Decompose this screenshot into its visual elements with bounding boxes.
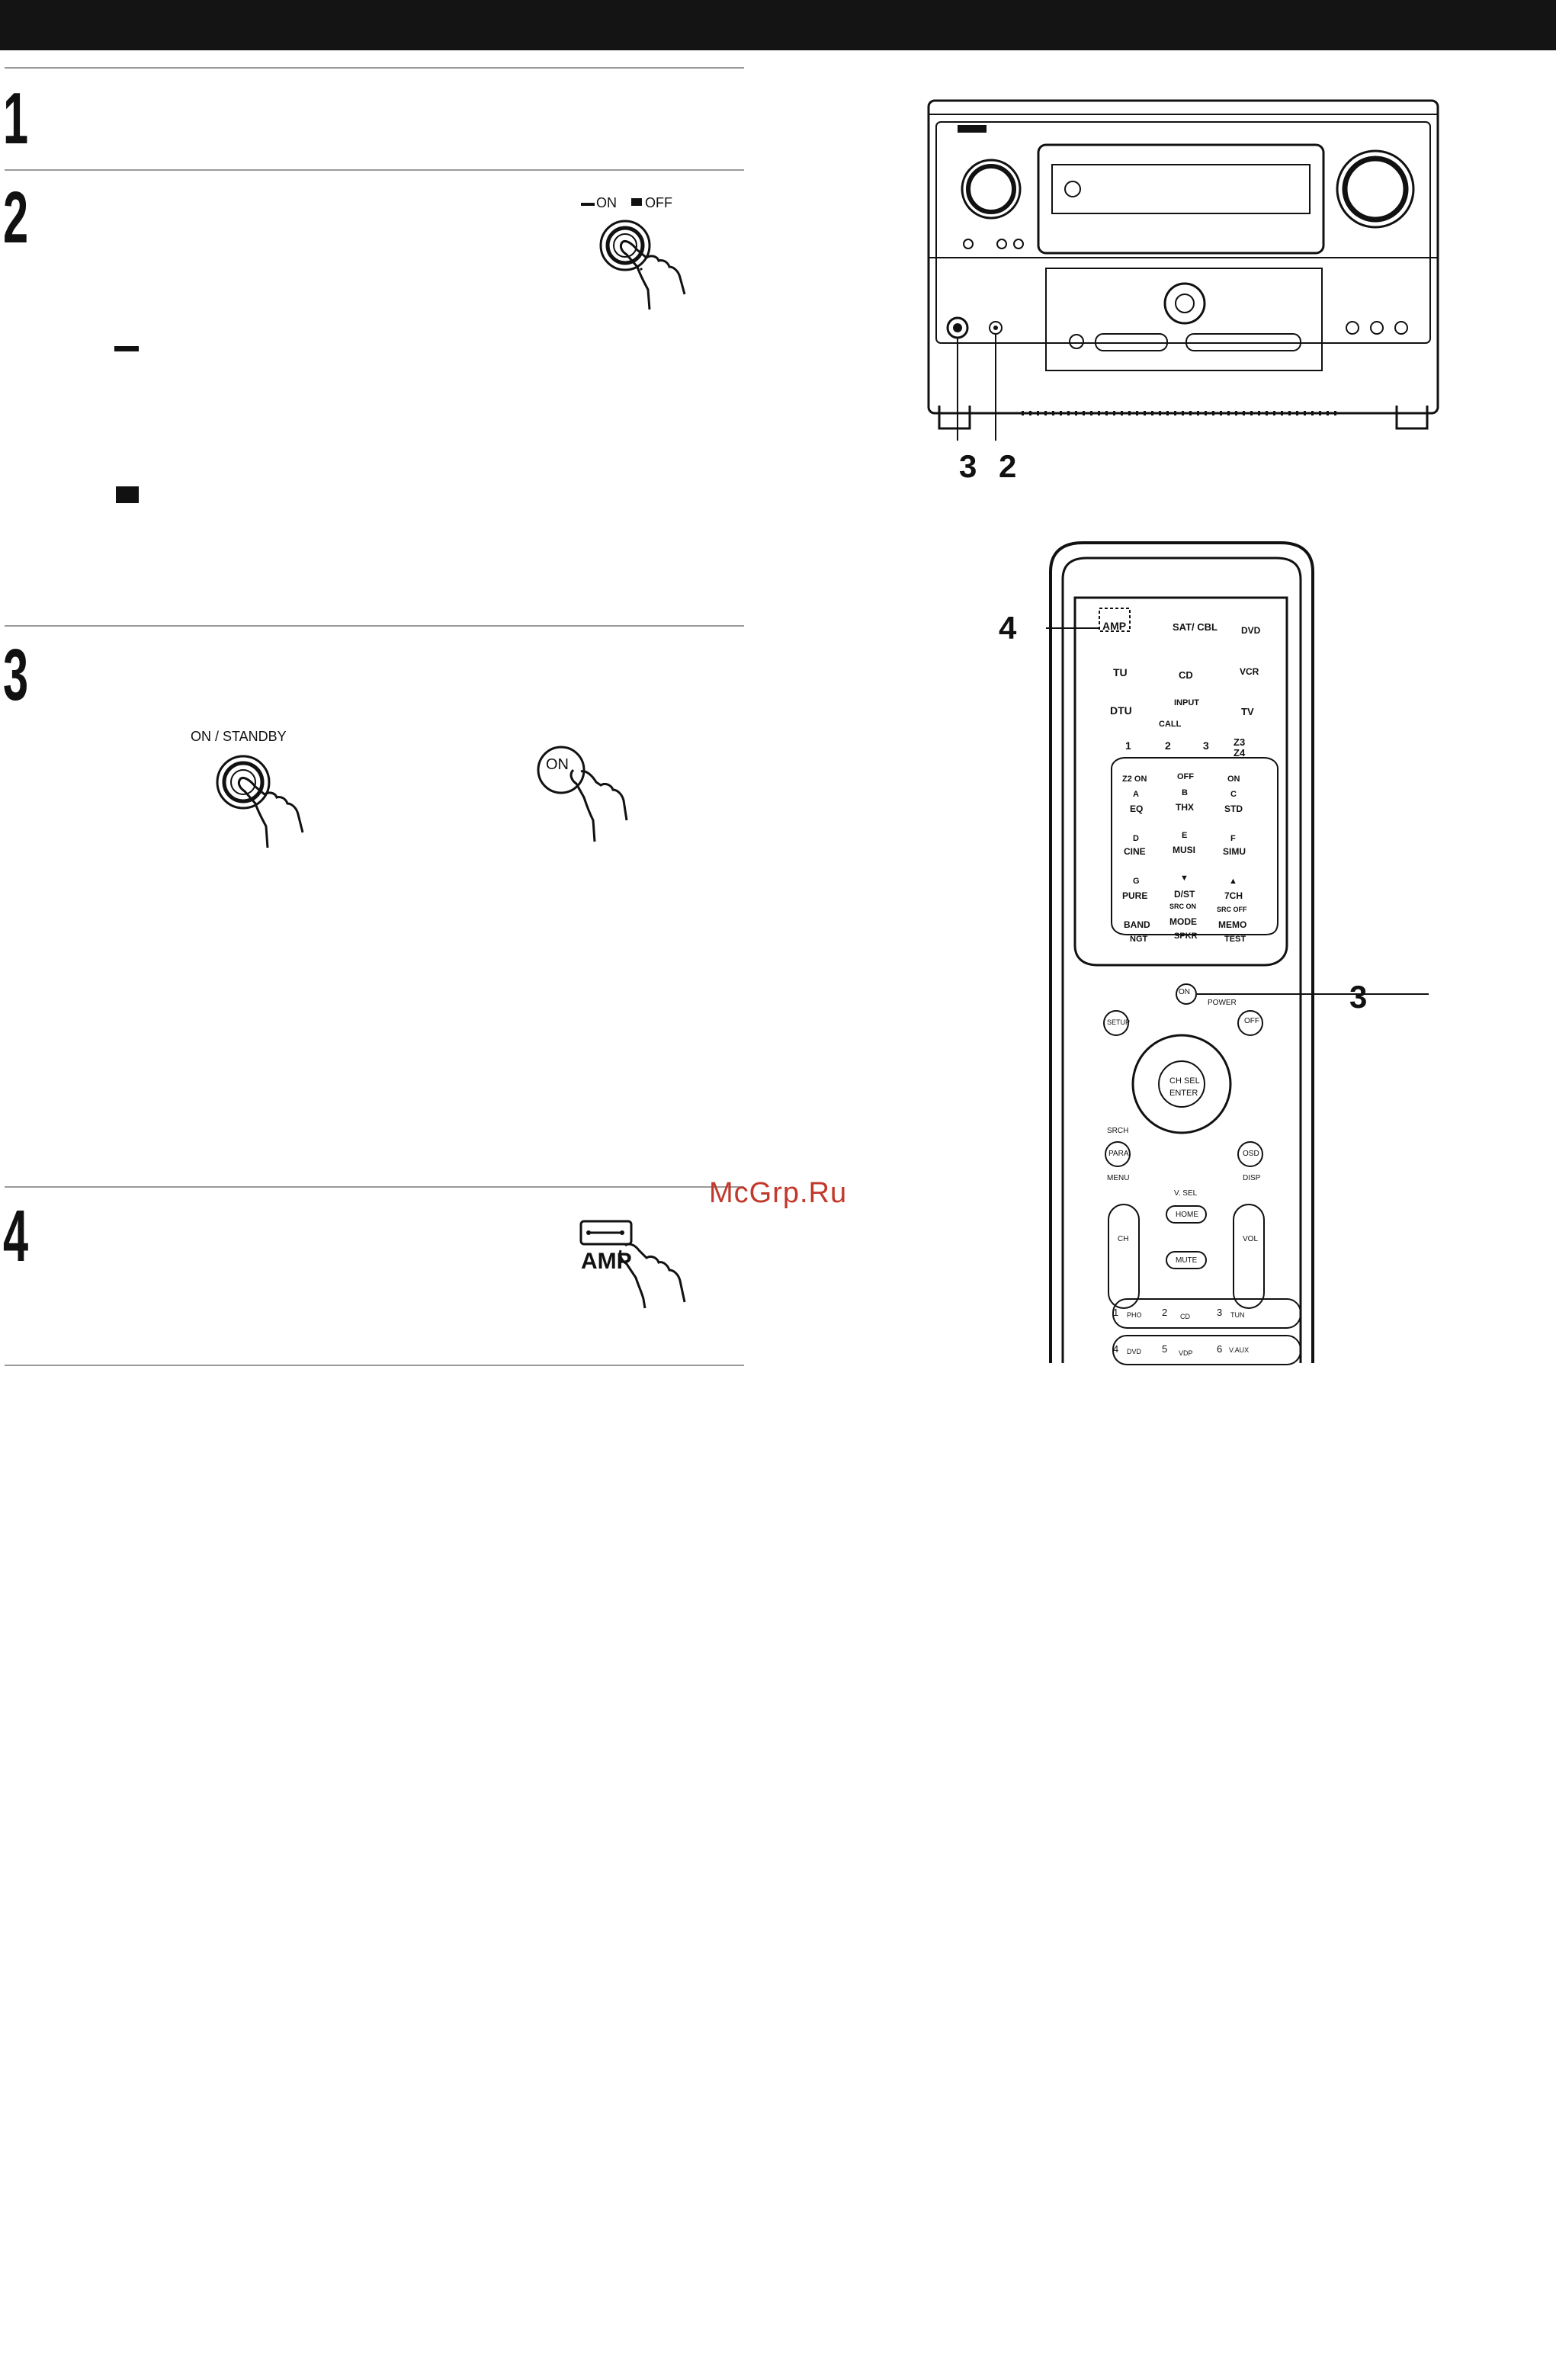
divider — [5, 625, 744, 627]
cine-label: CINE — [1124, 846, 1146, 857]
src-on-label: SRC ON — [1169, 903, 1197, 910]
on-button-press-icon — [528, 744, 642, 847]
menu-label: MENU — [1107, 1174, 1130, 1182]
off-label: OFF — [1177, 772, 1194, 781]
dvd-button[interactable]: DVD — [1241, 625, 1261, 636]
a-button[interactable]: A — [1133, 790, 1139, 799]
mode-button[interactable]: MODE — [1169, 916, 1197, 927]
eq-label: EQ — [1130, 803, 1144, 814]
on-position-icon — [581, 203, 595, 206]
down-button[interactable]: ▼ — [1180, 874, 1189, 883]
callout-3: 3 — [959, 448, 977, 484]
preset-number: 1 — [1113, 1307, 1119, 1318]
ngt-label: NGT — [1130, 935, 1148, 944]
tu-button[interactable]: TU — [1113, 666, 1128, 678]
test-label: TEST — [1224, 935, 1246, 944]
thx-label: THX — [1176, 802, 1194, 813]
f-button[interactable]: F — [1230, 834, 1236, 843]
step-number: 3 — [3, 634, 29, 716]
dst-label: D/ST — [1174, 889, 1195, 900]
enter-button[interactable]: ENTER — [1169, 1089, 1198, 1098]
musi-label: MUSI — [1173, 845, 1195, 855]
power-on-button[interactable]: ON — [1179, 988, 1190, 996]
preset-label: TUN — [1230, 1311, 1245, 1319]
zone-label: Z3 — [1234, 736, 1246, 748]
disp-label: DISP — [1243, 1174, 1261, 1182]
mute-button[interactable]: MUTE — [1176, 1256, 1198, 1265]
preset-number: 5 — [1162, 1343, 1168, 1355]
g-button[interactable]: G — [1133, 877, 1140, 886]
srch-label: SRCH — [1107, 1127, 1129, 1135]
spkr-label: SPKR — [1174, 932, 1198, 941]
preset-label: CD — [1180, 1313, 1190, 1320]
number-key-1[interactable]: 1 — [1125, 739, 1131, 752]
divider — [5, 1365, 744, 1366]
up-button[interactable]: ▲ — [1229, 877, 1237, 886]
step-number: 4 — [3, 1195, 29, 1277]
power-switch-press-icon — [595, 215, 709, 314]
on-button-label: ON — [546, 756, 569, 773]
z2-on-label: Z2 ON — [1122, 775, 1147, 784]
vcr-button[interactable]: VCR — [1240, 666, 1259, 677]
para-button[interactable]: PARA — [1108, 1150, 1129, 1158]
preset-number: 4 — [1113, 1343, 1119, 1355]
preset-label: V.AUX — [1229, 1346, 1250, 1354]
e-button[interactable]: E — [1182, 831, 1188, 840]
callout-2: 2 — [999, 448, 1017, 484]
preset-number: 3 — [1217, 1307, 1223, 1318]
on-position-icon — [114, 346, 139, 351]
call-label: CALL — [1159, 720, 1182, 729]
callout-3: 3 — [1349, 979, 1368, 1015]
preset-label: DVD — [1127, 1348, 1142, 1355]
tv-button[interactable]: TV — [1241, 706, 1254, 717]
preset-number: 2 — [1162, 1307, 1168, 1318]
memo-button[interactable]: MEMO — [1218, 919, 1247, 930]
receiver-front-panel — [924, 98, 1442, 433]
header-bar — [0, 0, 1556, 50]
power-on-label: ON — [596, 195, 617, 210]
ch-label: CH — [1118, 1235, 1129, 1243]
number-key-3[interactable]: 3 — [1203, 739, 1209, 752]
preset-label: VDP — [1179, 1349, 1193, 1357]
d-button[interactable]: D — [1133, 834, 1139, 843]
off-position-icon — [631, 198, 642, 206]
preset-number: 6 — [1217, 1343, 1223, 1355]
7ch-label: 7CH — [1224, 890, 1243, 901]
b-button[interactable]: B — [1182, 788, 1188, 797]
amp-label: AMP — [581, 1249, 632, 1274]
on-standby-label: ON / STANDBY — [191, 729, 287, 744]
watermark: McGrp.Ru — [709, 1177, 848, 1209]
dtu-button[interactable]: DTU — [1110, 704, 1132, 717]
power-label: POWER — [1208, 999, 1237, 1007]
sat-cbl-button[interactable]: SAT/ CBL — [1173, 621, 1218, 633]
divider — [5, 67, 744, 69]
vol-label: VOL — [1243, 1235, 1259, 1243]
band-button[interactable]: BAND — [1124, 919, 1150, 930]
pure-label: PURE — [1122, 890, 1148, 901]
amp-button[interactable]: AMP — [1102, 620, 1127, 632]
osd-button[interactable]: OSD — [1243, 1150, 1259, 1158]
v-sel-label: V. SEL — [1174, 1189, 1198, 1198]
c-button[interactable]: C — [1230, 790, 1237, 799]
off-position-icon — [116, 486, 139, 503]
std-label: STD — [1224, 803, 1243, 814]
setup-button[interactable]: SETUP — [1107, 1018, 1131, 1026]
cd-button[interactable]: CD — [1179, 669, 1193, 681]
divider — [5, 169, 744, 171]
step-number: 2 — [3, 177, 29, 258]
home-button[interactable]: HOME — [1176, 1211, 1198, 1219]
standby-button-press-icon — [210, 752, 324, 855]
simu-label: SIMU — [1223, 846, 1246, 857]
number-key-2[interactable]: 2 — [1165, 739, 1171, 752]
power-off-label: OFF — [645, 195, 672, 210]
on-label: ON — [1227, 775, 1240, 784]
step-number: 1 — [3, 78, 29, 159]
zone-label: Z4 — [1234, 747, 1246, 759]
off-button[interactable]: OFF — [1244, 1017, 1259, 1025]
preset-label: PHO — [1127, 1311, 1142, 1319]
ch-sel-label: CH SEL — [1169, 1076, 1200, 1086]
src-off-label: SRC OFF — [1217, 906, 1247, 913]
remote-control-body — [1044, 534, 1319, 1365]
input-button[interactable]: INPUT — [1174, 698, 1199, 707]
divider — [5, 1186, 744, 1188]
callout-4: 4 — [999, 610, 1017, 646]
